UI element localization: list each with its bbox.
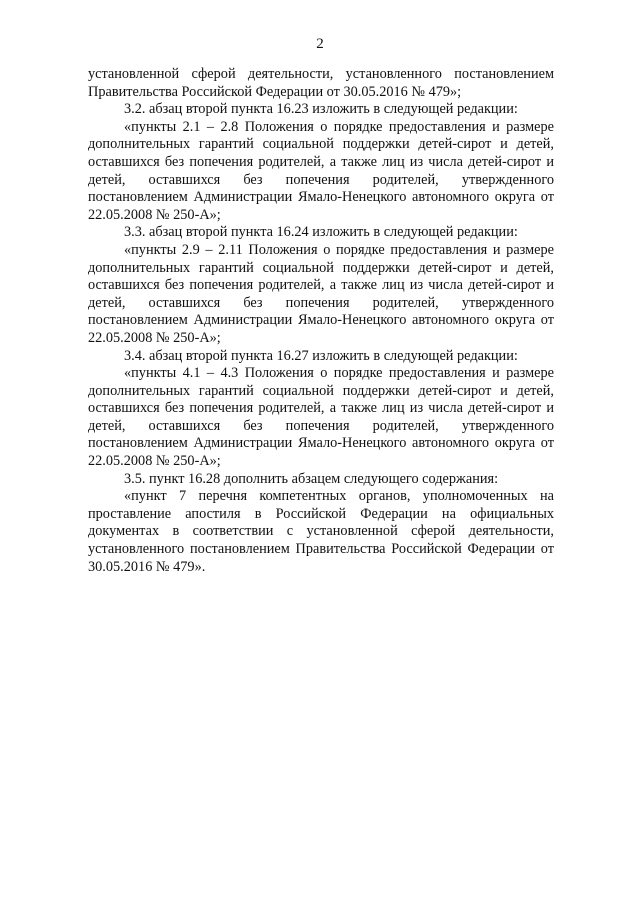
paragraph-5: «пункты 2.9 – 2.11 Положения о порядке предоставления и размере дополнительных гарантий социальной поддержки детей-сирот и детей, оставшихся без попечения родителей, а также лиц из числа детей-сирот и детей, оставшихся без попечения родителей, утвержденного постановлением Администрации Ямало-Ненецкого автономного округа от 22.05.2008 № 250-А»; (88, 241, 554, 346)
paragraph-9: «пункт 7 перечня компетентных органов, уполномоченных на проставление апостиля в Российской Федерации на официальных документах в соответствии с установленной сферой деятельности, установленного постановлением Правительства Российской Федерации от 30.05.2016 № 479». (88, 488, 554, 575)
document-body (88, 66, 554, 576)
paragraph-7: «пункты 4.1 – 4.3 Положения о порядке предоставления и размере дополнительных гарантий социальной поддержки детей-сирот и детей, оставшихся без попечения родителей, а также лиц из числа детей-сирот и детей, оставшихся без попечения родителей, утвержденного постановлением Администрации Ямало-Ненецкого автономного округа от 22.05.2008 № 250-А»; (88, 365, 554, 470)
paragraph-8: 3.5. пункт 16.28 дополнить абзацем следующего содержания: (124, 470, 499, 487)
paragraph-4: 3.3. абзац второй пункта 16.24 изложить в следующей редакции: (124, 224, 518, 241)
paragraph-2: 3.2. абзац второй пункта 16.23 изложить в следующей редакции: (124, 101, 518, 118)
paragraph-3: «пункты 2.1 – 2.8 Положения о порядке предоставления и размере дополнительных гарантий социальной поддержки детей-сирот и детей, оставшихся без попечения родителей, а также лиц из числа детей-сирот и детей, оставшихся без попечения родителей, утвержденного постановлением Администрации Ямало-Ненецкого автономного округа от 22.05.2008 № 250-А»; (88, 118, 554, 223)
paragraph-1: установленной сферой деятельности, установленного постановлением Правительства Российской Федерации от 30.05.2016 № 479»; (88, 66, 554, 100)
paragraph-6: 3.4. абзац второй пункта 16.27 изложить в следующей редакции: (124, 347, 518, 364)
page-number: 2 (316, 36, 324, 52)
